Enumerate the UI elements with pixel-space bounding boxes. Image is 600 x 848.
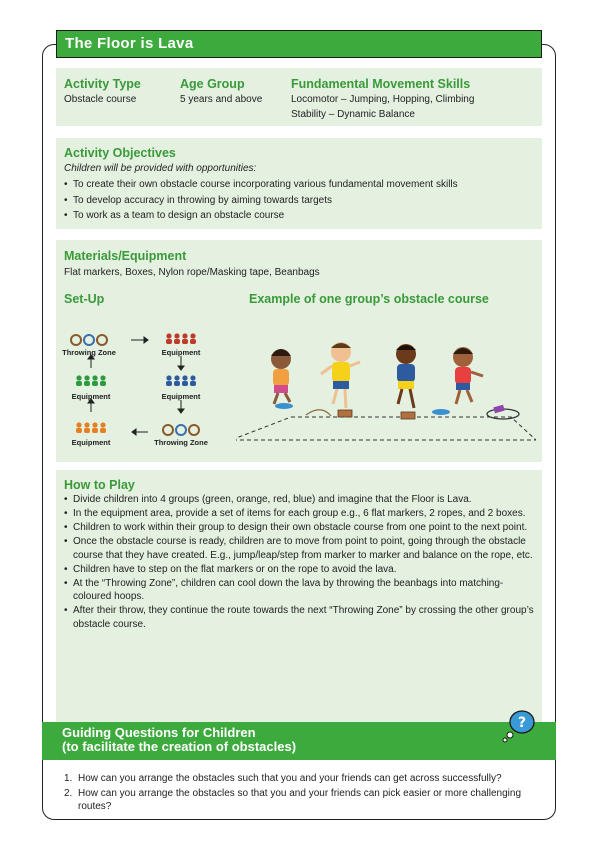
title-bar (56, 30, 542, 58)
activity-type-value: Obstacle course (64, 94, 137, 105)
materials-heading: Materials/Equipment (64, 249, 187, 263)
guiding-heading (62, 726, 296, 754)
objectives-list (64, 177, 534, 224)
arrow-icon (131, 337, 148, 343)
hoop-icon (71, 335, 107, 345)
question-number: 1. (64, 773, 73, 784)
materials-panel (56, 240, 542, 462)
list-item: • Children have to step on the flat markers or on the rope to avoid the lava. (64, 563, 538, 577)
child-figure (453, 347, 483, 404)
question-bubble-icon (500, 708, 540, 744)
box (338, 410, 352, 417)
child-figure (321, 342, 360, 408)
list-item (64, 787, 544, 813)
flat-marker (432, 409, 450, 415)
question-text: How can you arrange the obstacles so that you and your friends can pick easier or more challenging routes? (78, 788, 522, 812)
group-icon (166, 333, 196, 344)
how-to-play-panel (56, 470, 542, 722)
group-icon (76, 375, 106, 386)
setup-heading: Set-Up (64, 292, 105, 306)
beanbag (493, 405, 504, 413)
throwing-zone-label-2: Throwing Zone (154, 438, 208, 447)
list-item: • Divide children into 4 groups (green, orange, red, blue) and imagine that the Floor is Lava. (64, 493, 538, 507)
list-item (64, 772, 544, 785)
group-icon (76, 422, 106, 433)
fms-value-2: Stability – Dynamic Balance (291, 109, 415, 120)
question-number: 2. (64, 788, 73, 799)
guiding-questions-list (64, 772, 544, 815)
guiding-heading-line-2: (to facilitate the creation of obstacles) (62, 739, 297, 754)
example-heading: Example of one group’s obstacle course (249, 292, 489, 306)
equipment-label-3: Equipment (161, 392, 201, 401)
guiding-heading-line-1: Guiding Questions for Children (62, 725, 256, 740)
how-to-play-heading: How to Play (64, 478, 135, 492)
equipment-label-4: Equipment (71, 438, 111, 447)
list-item: • Children to work within their group to design their own obstacle course from one point to the next point. (64, 521, 538, 535)
objectives-panel (56, 138, 542, 229)
objectives-intro: Children will be provided with opportunities: (64, 163, 257, 174)
age-group-label: Age Group (180, 77, 245, 91)
list-item: • After their throw, they continue the route towards the next “Throwing Zone” by crossing the other group’s obstacle course. (64, 604, 538, 631)
hoop-icon (163, 425, 199, 435)
list-item: • To develop accuracy in throwing by aiming towards targets (64, 193, 534, 208)
svg-text:?: ? (517, 715, 527, 731)
box (401, 412, 415, 419)
list-item: • To work as a team to design an obstacle course (64, 208, 534, 223)
child-figure (271, 349, 291, 404)
objectives-heading: Activity Objectives (64, 146, 176, 160)
how-to-play-list (64, 493, 538, 632)
page-title: The Floor is Lava (65, 35, 194, 52)
list-item: • In the equipment area, provide a set of items for each group e.g., 6 flat markers, 2 ropes, and 2 boxes. (64, 507, 538, 521)
rope (306, 410, 331, 416)
flat-marker (275, 403, 293, 409)
list-item: • Once the obstacle course is ready, children are to move from point to point, going through the obstacle course that they have created. E.g., jump/leap/step from marker to marker and balance on the rope, etc. (64, 535, 538, 562)
activity-type-label: Activity Type (64, 77, 141, 91)
equipment-label-2: Equipment (71, 392, 111, 401)
fms-label: Fundamental Movement Skills (291, 77, 471, 91)
equipment-label-1: Equipment (161, 348, 201, 357)
throwing-zone-label-1: Throwing Zone (62, 348, 116, 357)
list-item: • At the “Throwing Zone”, children can cool down the lava by throwing the beanbags into matching-coloured hoops. (64, 577, 538, 604)
obstacle-course-illustration (236, 332, 536, 452)
info-panel (56, 68, 542, 126)
materials-text: Flat markers, Boxes, Nylon rope/Masking tape, Beanbags (64, 267, 320, 278)
child-figure (396, 344, 416, 408)
fms-value-1: Locomotor – Jumping, Hopping, Climbing (291, 94, 475, 105)
group-icon (166, 375, 196, 386)
question-text: How can you arrange the obstacles such that you and your friends can get across successfully? (78, 773, 502, 784)
age-group-value: 5 years and above (180, 94, 263, 105)
list-item: • To create their own obstacle course incorporating various fundamental movement skills (64, 177, 534, 192)
guiding-questions-bar (42, 722, 556, 760)
